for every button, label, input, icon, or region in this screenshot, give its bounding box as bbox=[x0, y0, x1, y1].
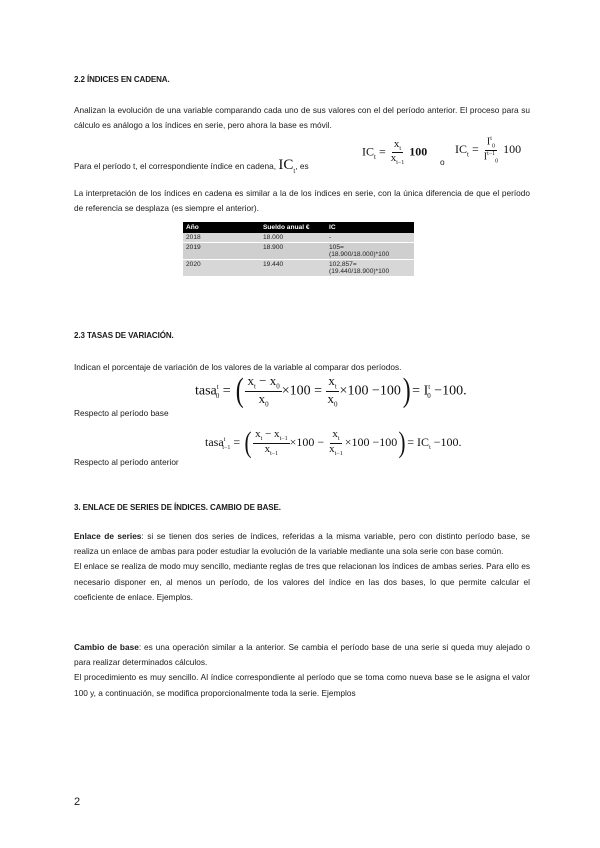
section-3-enlace: Enlace de series: si se tienen dos series de índices, referidas a la misma variable, pero con distinto período base, se realiza un enlace de ambas para poder estudiar la evolución de la variable mediante una sola serie con base común. El enlace se realiza de modo muy sencillo, mediante reglas de tres que relacionan los índices de ambas series. Para ello es necesario disponer en, al menos un período, de los valores del índice en las dos bases, lo que permite calcular el coeficiente de enlace. Ejemplos. bbox=[74, 531, 530, 602]
section-3-heading: 3. ENLACE DE SERIES DE ÍNDICES. CAMBIO DE BASE. bbox=[74, 503, 281, 512]
table-row: 2019 18.900 105= (18.900/18.000)*100 bbox=[183, 243, 414, 260]
header-ic: IC bbox=[326, 222, 414, 233]
header-year: Año bbox=[183, 222, 260, 233]
rate-formula-previous: tasa$^t_{t-1}$ = ( $\frac{x_t - x_{t-1}}{x_{t-1}}$ ×100 − $\frac{x_t}{x_{t-1}}$ $\times 100 -100) = IC_t -100$. bbox=[205, 426, 462, 459]
rate-formula-base: tasa$^t_0$ = ( $\frac{x_t - x_0}{x_0}$ ×100 = $\frac{x_t}{x_0}$ $\times 100 -100) = I^t_0 -100$. bbox=[195, 372, 467, 410]
chain-index-definition-line: Para el período t, el correspondiente índice en cadena, $IC_t$, es bbox=[74, 157, 309, 175]
section-2-3-paragraph: Indican el porcentaje de variación de los valores de la variable al comparar dos períodos. bbox=[74, 362, 402, 372]
section-2-3-heading: 2.3 TASAS DE VARIACIÓN. bbox=[74, 331, 174, 340]
section-2-2-paragraph-3: La interpretación de los índices en cadena es similar a la de los índices en serie, con la única diferencia de que el período de referencia se desplaza (es siempre el anterior). bbox=[74, 188, 530, 214]
header-salary: Sueldo anual € bbox=[260, 222, 326, 233]
table-row: 2018 18.000 - bbox=[183, 233, 414, 243]
ic-symbol: $IC_t$ bbox=[278, 157, 296, 175]
table-header-row bbox=[183, 222, 414, 233]
formula-or-word: o bbox=[440, 157, 445, 167]
page-number: 2 bbox=[74, 796, 81, 808]
enlace-term: Enlace de series bbox=[74, 531, 142, 541]
label-previous-period: Respecto al período anterior bbox=[74, 457, 179, 467]
label-base-period: Respecto al período base bbox=[74, 408, 169, 418]
section-3-cambio-base: Cambio de base: es una operación similar a la anterior. Se cambia el período base de una serie si queda muy alejado o para realizar determinados cálculos. El procedimiento es muy sencillo. Al índice correspondiente al período que se toma como nueva base se le asigna el valor 100 y, a continuación, se modifica proporcionalmente toda la serie. Ejemplos bbox=[74, 642, 530, 698]
section-2-2-paragraph-1: Analizan la evolución de una variable comparando cada uno de sus valores con el del período anterior. El proceso para su cálculo es análogo a los índices en serie, pero ahora la base es móvil. bbox=[74, 105, 530, 131]
table-row: 2020 19.440 102,857= (19.440/18.900)*100 bbox=[183, 260, 414, 277]
chain-index-formula-2: $IC_t$ = $\frac{I^t_0}{I^{t-1}_0}$ 100 bbox=[455, 136, 522, 164]
cambio-term: Cambio de base bbox=[74, 642, 139, 652]
section-2-2-heading: 2.2 ÍNDICES EN CADENA. bbox=[74, 75, 170, 84]
chain-index-formula-1: $IC_t$ = $\frac{x_t}{x_{t-1}}$ 100 bbox=[362, 138, 428, 167]
salary-chain-index-table bbox=[183, 222, 414, 277]
